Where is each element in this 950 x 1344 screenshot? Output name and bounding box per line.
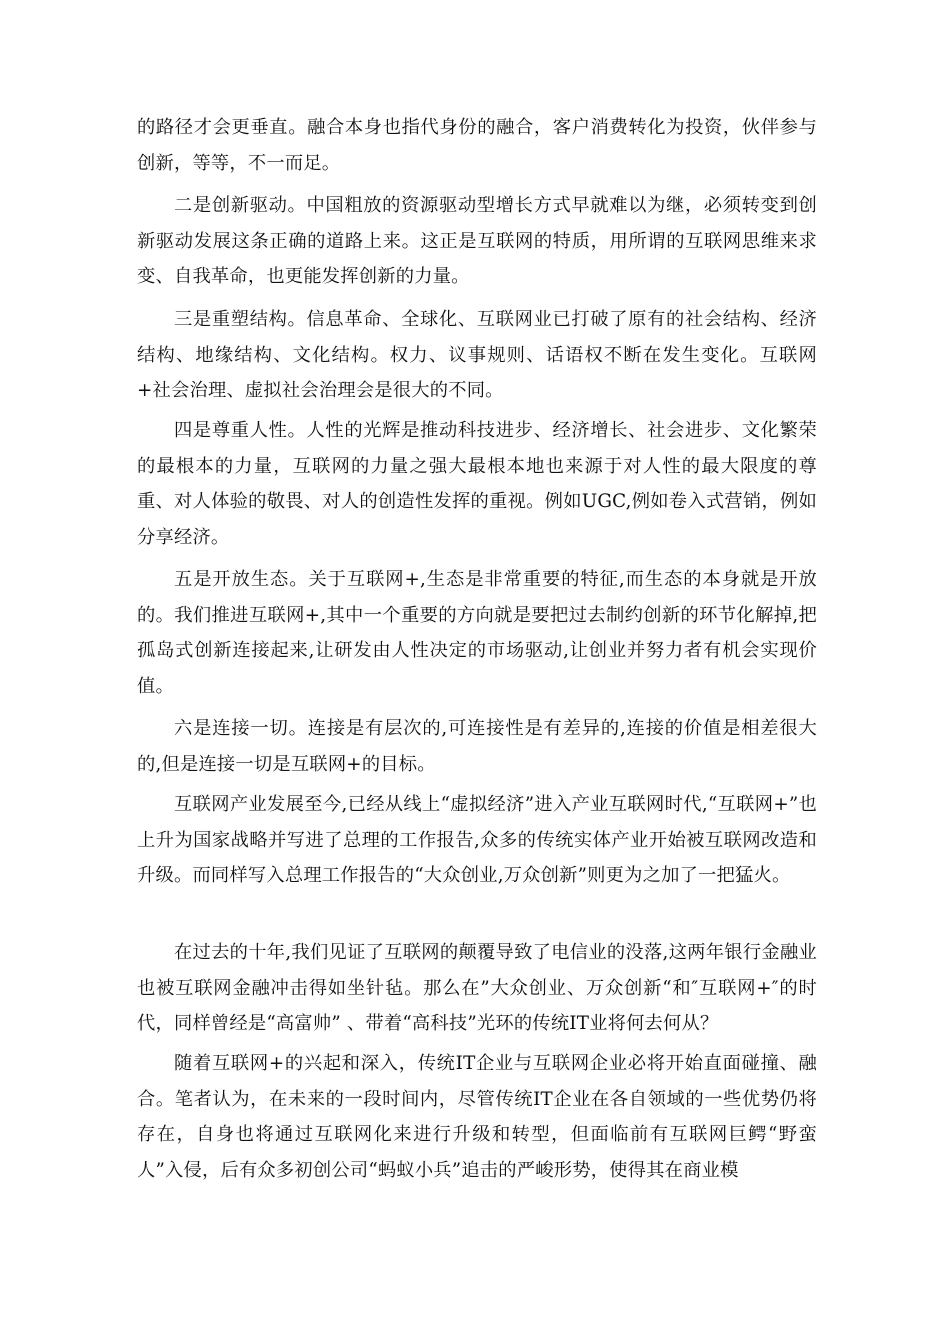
paragraph-1: 的路径才会更垂直。融合本身也指代身份的融合，客户消费转化为投资，伙伴参与创新，等等，不一而足。 [137,117,817,174]
paragraph-2: 二是创新驱动。中国粗放的资源驱动型增长方式早就难以为继，必须转变到创新驱动发展这条正确的道路上来。这正是互联网的特质，用所谓的互联网思维来求变、自我革命，也更能发挥创新的力量。 [137,195,817,287]
paragraph-6: 六是连接一切。连接是有层次的,可连接性是有差异的,连接的价值是相差很大的,但是连接一切是互联网+的目标。 [137,718,817,775]
paragraph-3: 三是重塑结构。信息革命、全球化、互联网业已打破了原有的社会结构、经济结构、地缘结构、文化结构。权力、议事规则、话语权不断在发生变化。互联网+社会治理、虚拟社会治理会是很大的不同。 [137,309,817,401]
paragraph-4: 四是尊重人性。人性的光辉是推动科技进步、经济增长、社会进步、文化繁荣的最根本的力量，互联网的力量之强大最根本地也来源于对人性的最大限度的尊重、对人体验的敬畏、对人的创造性发挥的重视。例如UGC,例如卷入式营销，例如分享经济。 [137,420,817,548]
paragraph-7: 互联网产业发展至今,已经从线上“虚拟经济”进入产业互联网时代,“互联网+”也上升为国家战略并写进了总理的工作报告,众多的传统实体产业开始被互联网改造和升级。而同样写入总理工作报告的“大众创业,万众创新”则更为之加了一把猛火。 [137,794,817,886]
paragraph-5: 五是开放生态。关于互联网+,生态是非常重要的特征,而生态的本身就是开放的。我们推进互联网+,其中一个重要的方向就是要把过去制约创新的环节化解掉,把孤岛式创新连接起来,让研发由人性决定的市场驱动,让创业并努力者有机会实现价值。 [137,569,817,697]
paragraph-9: 随着互联网+的兴起和深入，传统IT企业与互联网企业必将开始直面碰撞、融合。笔者认为，在未来的一段时间内，尽管传统IT企业在各自领域的一些优势仍将存在，自身也将通过互联网化来进行升级和转型，但面临前有互联网巨鳄“野蛮人”入侵，后有众多初创公司“蚂蚁小兵”追击的严峻形势，使得其在商业模 [137,1053,817,1181]
paragraph-8: 在过去的十年,我们见证了互联网的颠覆导致了电信业的没落,这两年银行金融业也被互联网金融冲击得如坐针毡。那么在”大众创业、万众创新“和″互联网+″的时代，同样曾经是“高富帅” 、带着“高科技”光环的传统IT业将何去何从？ [137,942,817,1034]
